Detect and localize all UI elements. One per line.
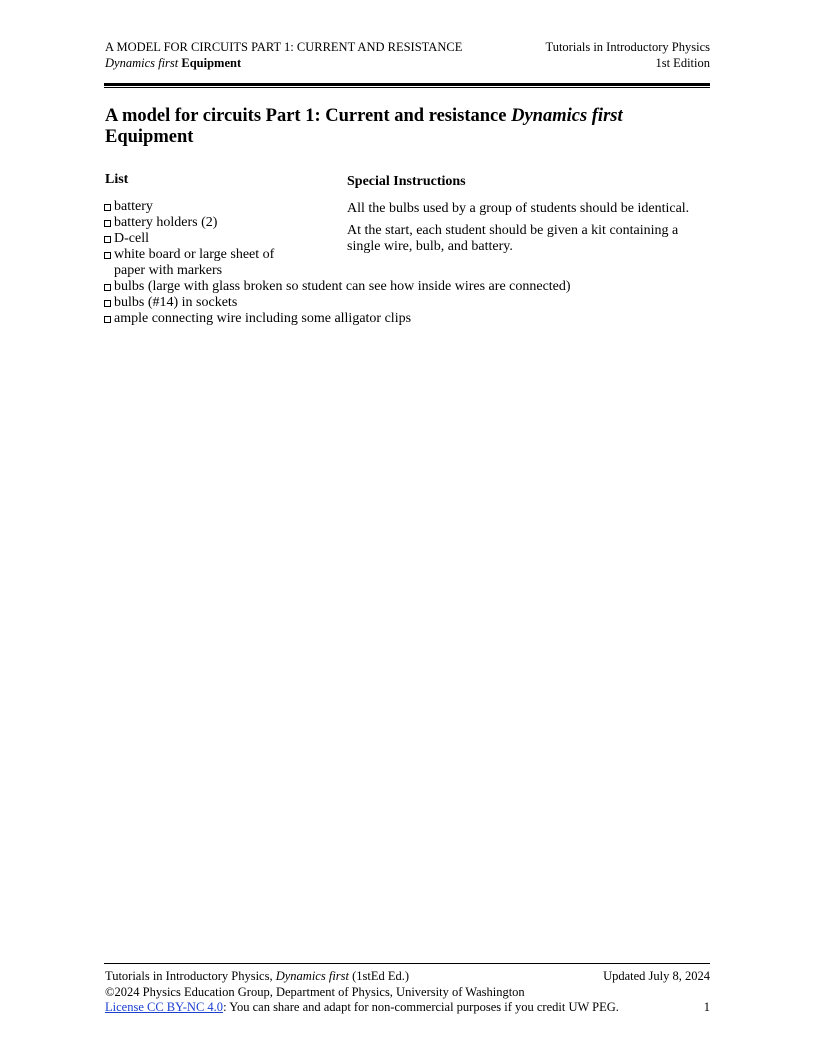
title-italic: Dynamics first <box>511 106 623 126</box>
header-rule-thick <box>104 83 710 86</box>
footer-license <box>105 1000 619 1014</box>
footer-row-3 <box>105 1000 710 1016</box>
header-rule-thin <box>104 87 710 88</box>
list-item-label: D-cell <box>114 231 149 246</box>
header-left <box>105 40 462 71</box>
title-last: Equipment <box>105 127 194 147</box>
instructions-heading: Special Instructions <box>347 174 466 189</box>
header-chapter-title: A MODEL FOR CIRCUITS PART 1: CURRENT AND RESISTANCE <box>105 40 463 54</box>
footer-book-italic: Dynamics first <box>275 969 349 983</box>
header-section <box>105 56 462 72</box>
checkbox-icon <box>104 236 111 243</box>
page-number: 1 <box>703 1000 710 1014</box>
list-item-label: bulbs (#14) in sockets <box>114 295 238 310</box>
special-instructions <box>347 201 712 261</box>
footer-book-prefix: Tutorials in Introductory Physics, <box>105 969 276 983</box>
header-right <box>546 40 710 71</box>
checkbox-icon <box>104 284 111 291</box>
list-item-label: battery holders (2) <box>114 215 218 230</box>
page-title <box>105 106 665 148</box>
list-item <box>104 311 704 327</box>
list-item-label: battery <box>114 199 153 214</box>
license-text: : You can share and adapt for non-commercial purposes if you credit UW PEG. <box>223 1000 619 1014</box>
instruction-paragraph: At the start, each student should be given a kit containing a single wire, bulb, and battery. <box>347 223 679 254</box>
title-main: A model for circuits Part 1: Current and resistance <box>105 106 512 126</box>
header-section-italic: Dynamics first <box>105 55 179 70</box>
page-footer <box>105 969 710 1016</box>
footer-copyright: ©2024 Physics Education Group, Department of Physics, University of Washington <box>105 984 525 999</box>
list-item <box>104 247 294 279</box>
list-item-label: white board or large sheet of paper with markers <box>114 247 275 278</box>
checkbox-icon <box>104 252 111 259</box>
list-item <box>104 279 704 295</box>
checkbox-icon <box>104 316 111 323</box>
license-link[interactable]: License CC BY-NC 4.0 <box>105 1000 224 1014</box>
header-section-bold: Equipment <box>181 55 242 70</box>
instruction-paragraph: All the bulbs used by a group of students should be identical. <box>347 201 690 216</box>
checkbox-icon <box>104 300 111 307</box>
list-item-label: ample connecting wire including some alligator clips <box>114 311 412 326</box>
header-book-title: Tutorials in Introductory Physics <box>545 40 710 54</box>
footer-rule <box>104 963 710 964</box>
checkbox-icon <box>104 204 111 211</box>
header-edition: 1st Edition <box>655 55 710 70</box>
footer-row-2 <box>105 985 710 1001</box>
footer-book-suffix: (1stEd Ed.) <box>349 969 410 983</box>
footer-updated: Updated July 8, 2024 <box>603 969 710 983</box>
footer-book <box>105 969 409 983</box>
footer-row-1 <box>105 969 710 985</box>
list-item-label: bulbs (large with glass broken so student can see how inside wires are connected) <box>114 279 571 294</box>
checkbox-icon <box>104 220 111 227</box>
list-item <box>104 295 704 311</box>
list-heading: List <box>105 172 129 187</box>
